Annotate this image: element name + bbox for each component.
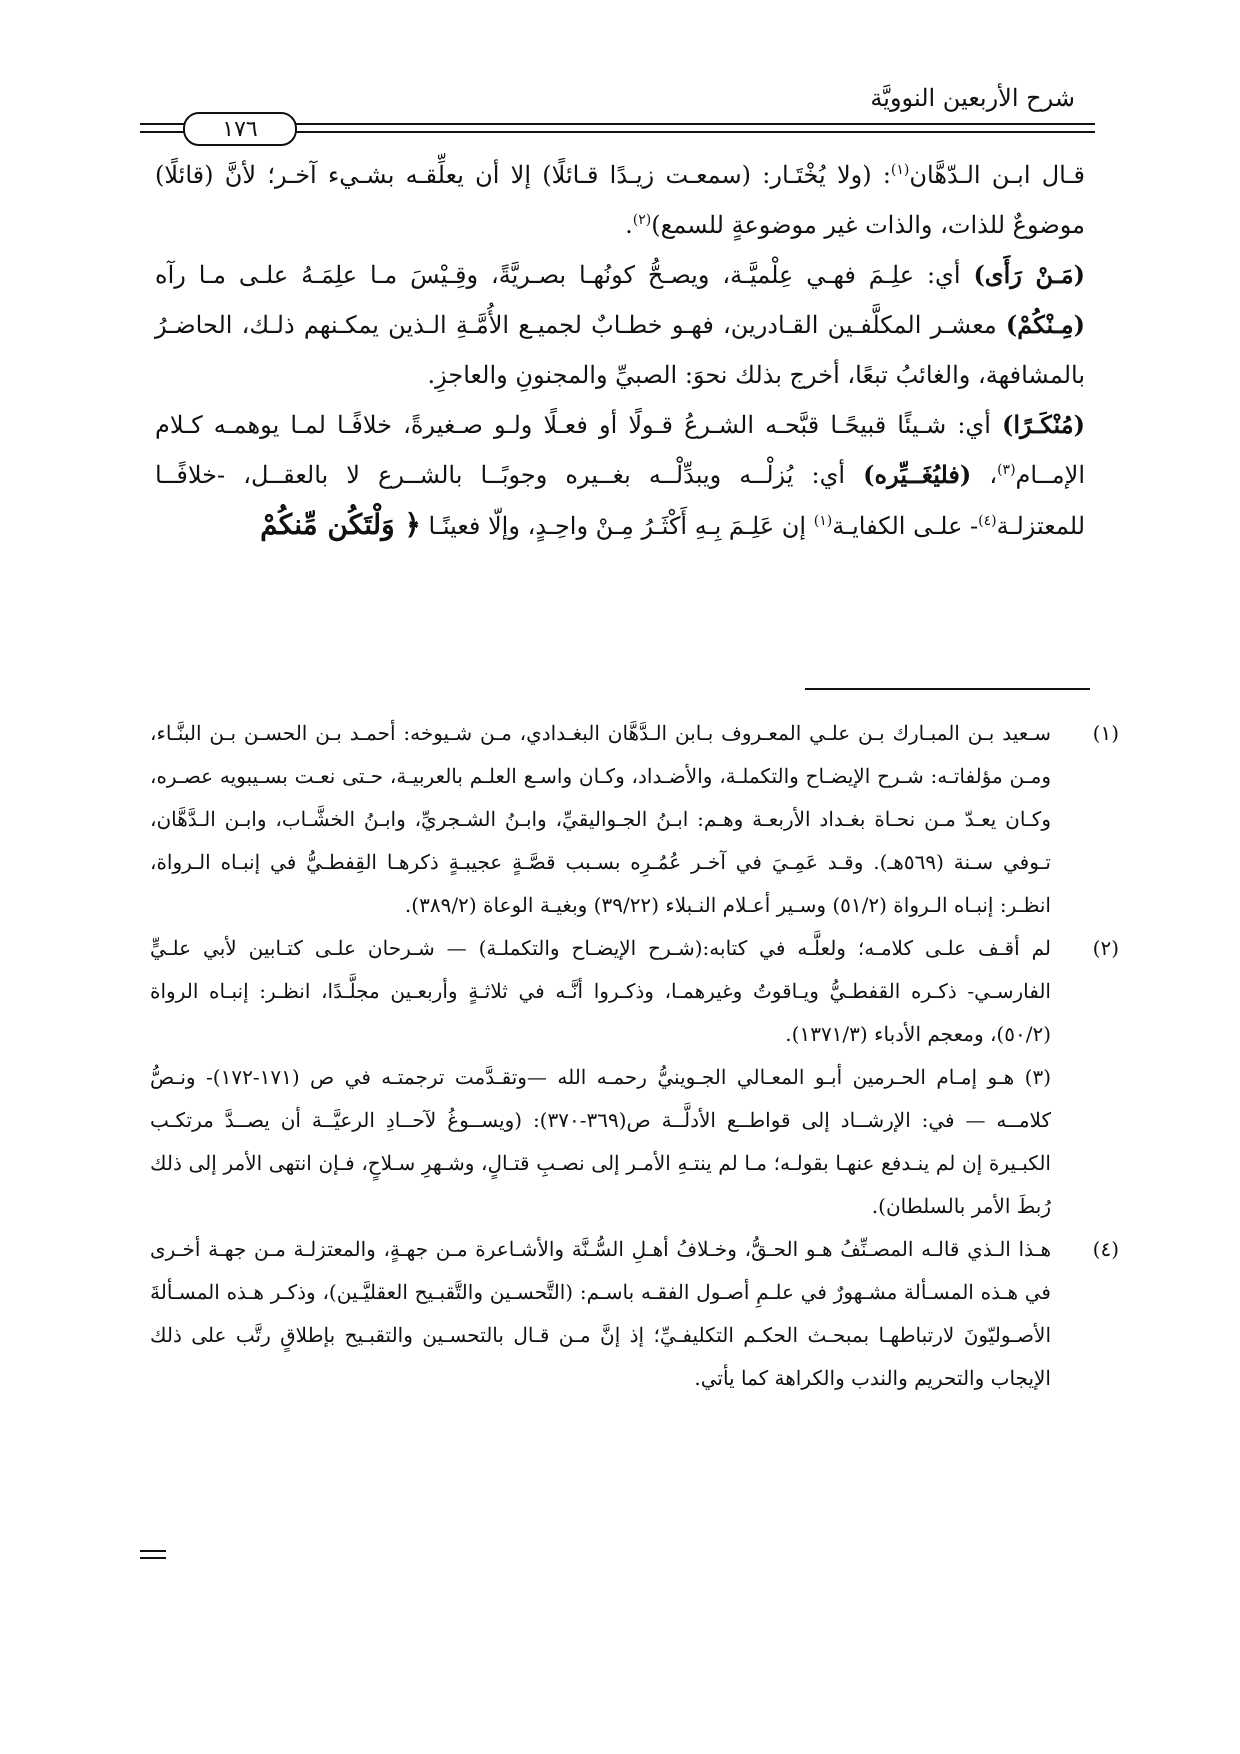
- footnote-3: [150, 1056, 1085, 1228]
- text-run: : (ولا يُخْتَـار: (سمعـت زيـدًا قـائلًا) إلا أن يعلِّقـه بشـيء آخـر؛ لأنَّ (قائلًا) موضوعٌ للذات، والذات غير موضوعةٍ للسمع): [155, 161, 1085, 239]
- footnote-number: (١): [1092, 721, 1119, 745]
- footnote-ref[interactable]: (٤): [978, 513, 997, 529]
- text-run: أي: شـيئًا قبيحًـا قبَّحـه الشـرعُ قـولًا أو فعـلًا ولـو صـغيرةً، خلافًـا لمـا يوهمـه كـلام الإمــام: [155, 411, 1085, 489]
- quran-verse: ﴿ وَلْتَكُن مِّنكُمْ: [260, 508, 421, 541]
- footnote-ref[interactable]: (١): [890, 162, 910, 178]
- hadith-term: (مُنْكَـرًا): [1001, 410, 1085, 439]
- text-run: أي: يُزلْــه ويبدِّلْــه بغــيره وجوبًــا بالشــرع لا بالعقــل، -خلافًــا للمعتزلـة: [155, 461, 1085, 540]
- hadith-term: (فليُغَــيِّره): [863, 460, 972, 489]
- page-number-badge: ١٧٦: [183, 112, 297, 146]
- text-run: .: [625, 211, 633, 239]
- text-run: أي: علِـمَ فهـي عِلْميَّـة، ويصـحُّ كونُهـا بصـريَّةً، وقِـيْسَ مـا علِمَـهُ علـى مـا رآه: [155, 261, 974, 289]
- footnotes: [150, 712, 1119, 1400]
- paragraph-1: [155, 150, 1085, 250]
- footnote-text: سـعيد بـن المبـارك بـن علـي المعـروف بـابن الـدَّهَّان البغـدادي، مـن شـيوخه: أحمـد بـن الحسـن بـن البنَّـاء، ومـن مؤلفاتـه: شـرح الإيضـاح والتكملـة، والأضـداد، وكـان واسـع العلـم بالعربيـة، حـتى نعـت بسـيبويه عصـره، وكـان يعـدّ مـن نحـاة بغـداد الأربعـة وهـم: ابـنُ الجـواليقيِّ، وابـنُ الشـجريِّ، وابـنُ الخشَّـاب، وابـن الـدَّهَّان، تـوفي سـنة (٥٦٩هـ). وقـد عَمِـيَ في آخـر عُمُـرِه بسـبب قصَّـةٍ عجيبـةٍ ذكرهـا القِفطـيُّ في إنبـاه الـرواة، انظـر: إنبـاه الـرواة (٥١/٢) وسـير أعـلام النـبلاء (٣٩/٢٢) وبغيـة الوعاة (٣٨٩/٢).: [150, 721, 1051, 917]
- footnote-separator: [805, 688, 1090, 690]
- text-run: معشـر المكلَّفـين القـادرين، فهـو خطـابٌ لجميـع الأُمَّـةِ الـذين يمكـنهم ذلـك، الحاضـرُ بالمشافهة، والغائبُ تبعًا، أخرج بذلك نحوَ: الصبيِّ والمجنونِ والعاجزِ.: [155, 311, 1085, 389]
- text-run: - علـى الكفايـة: [832, 512, 979, 540]
- text-run: قـال ابـن الـدّهَّان: [909, 161, 1085, 189]
- footnote-text: لم أقـف علـى كلامـه؛ ولعلَّـه في كتابه:(شـرح الإيضـاح والتكملـة) — شـرحان علـى كتـابين لأبي علـيٍّ الفارسـي- ذكـره القفطـيُّ ويـاقوتُ وغيرهمـا، وذكـروا أنَّـه في ثلاثـةٍ وأربعـين مجلَّـدًا، انظـر: إنبـاه الرواة (٥٠/٢)، ومعجم الأدباء (١٣٧١/٣).: [150, 936, 1051, 1046]
- footnote-ref[interactable]: (٣): [997, 462, 1016, 478]
- footnote-ref[interactable]: (١): [813, 513, 833, 529]
- text-run: إن عَلِـمَ بِـهِ أَكْثَـرُ مِـنْ واحِـدٍ، وإلّا فعينًـا: [420, 512, 814, 540]
- footnote-2: [150, 927, 1119, 1056]
- main-text: [155, 150, 1085, 551]
- footnote-text: هـذا الـذي قالـه المصـنِّفُ هـو الحـقُّ، وخـلافُ أهـلِ السُّـنَّة والأشـاعرة مـن جهـةٍ، والمعتزلـة مـن جهـة أخـرى في هـذه المسـألة مشـهورٌ في علـمِ أصـول الفقـه باسـم: (التَّحسـين والتَّقبـيح العقليَّـين)، وذكـر هـذه المسـألةَ الأصـوليّونَ لارتباطهـا بمبحـث الحكـم التكليفـيِّ؛ إذ إنَّ مـن قـال بالتحسـين والتقبـيح بإطلاقٍ رتَّب على ذلك الإيجاب والتحريم والندب والكراهة كما يأتي.: [150, 1237, 1051, 1390]
- text-run: ،: [971, 461, 998, 489]
- footnote-text: هـو إمـام الحـرمين أبـو المعـالي الجـوينيُّ رحمـه الله —وتقـدَّمت ترجمتـه في ص (١٧١-١٧٢)- ونـصُّ كلامــه — في: الإرشــاد إلى قواطــع الأدلَّــة ص(٣٦٩-٣٧٠): (ويســوغُ لآحــادِ الرعيَّــة أن يصــدَّ مرتكـب الكبـيرة إن لم ينـدفع عنهـا بقولـه؛ مـا لم ينتـهِ الأمـر إلى نصـبِ قتـالٍ، وشـهرِ سـلاحٍ، فـإن انتهى الأمر إلى ذلك رُبطَ الأمر بالسلطان).: [150, 1065, 1051, 1218]
- footnote-1: [150, 712, 1119, 927]
- footnote-number: (٢): [1092, 936, 1119, 960]
- footnote-4: [150, 1228, 1119, 1400]
- paragraph-3: [155, 400, 1085, 551]
- footnote-number: (٣): [1024, 1065, 1052, 1089]
- paragraph-2: [155, 250, 1085, 400]
- hadith-term: (مِـنْكُمْ): [1005, 310, 1085, 339]
- footnote-number: (٤): [1092, 1237, 1119, 1261]
- footnote-ref[interactable]: (٢): [632, 212, 652, 228]
- running-header-title: شرح الأربعين النوويَّة: [870, 84, 1075, 112]
- hadith-term: (مَـنْ رَأَى): [973, 260, 1085, 289]
- footnote-continuation-mark: [140, 1550, 166, 1559]
